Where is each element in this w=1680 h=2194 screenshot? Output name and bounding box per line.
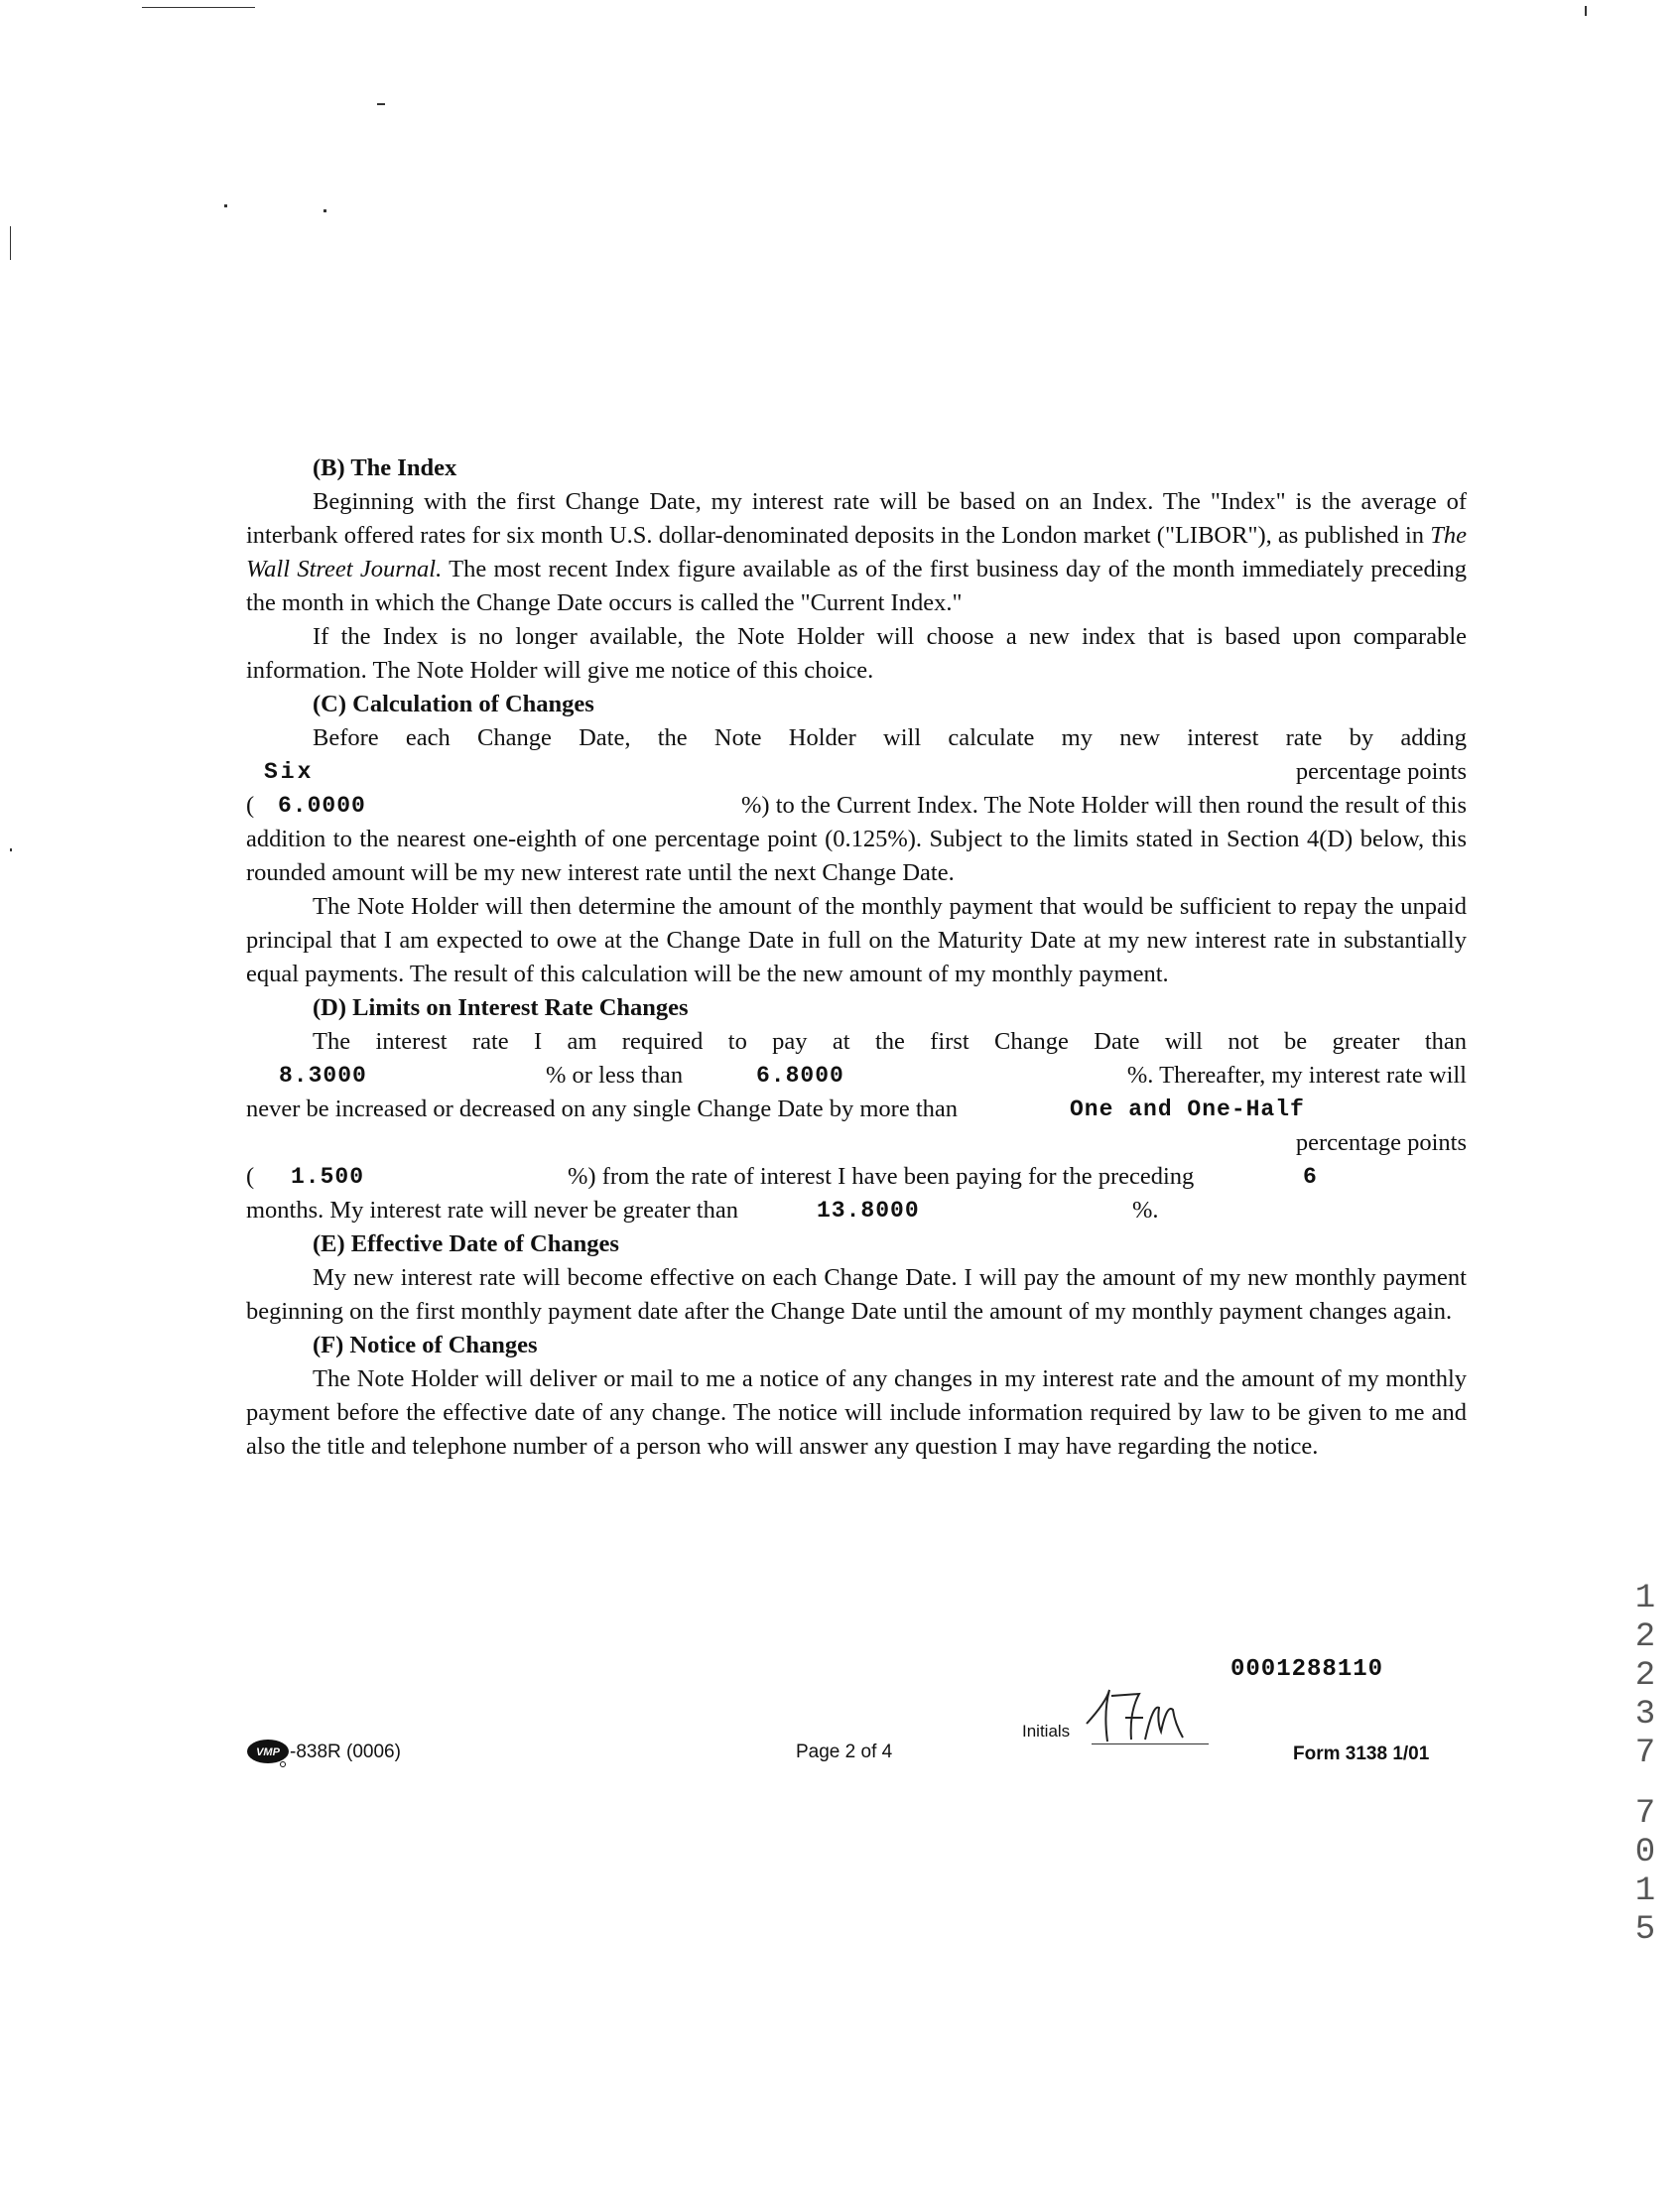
side-digit: 7 bbox=[1634, 1735, 1656, 1772]
heading-effective-date: (E) Effective Date of Changes bbox=[313, 1230, 619, 1257]
initials-signature bbox=[1082, 1682, 1230, 1751]
side-digit: 0 bbox=[1634, 1834, 1656, 1871]
paragraph-monthly-payment: The Note Holder will then determine the amount of the monthly payment that would be sufficient to repay the unpaid principal that I am expected to owe at the Change Date in full on the Maturity Date at my new interest rate in substantially equal payments. The result of this calculation will be the new amount of my monthly payment. bbox=[246, 893, 1467, 987]
side-digit: 2 bbox=[1634, 1618, 1656, 1656]
open-paren: ( bbox=[246, 792, 255, 819]
side-digit: 3 bbox=[1634, 1696, 1656, 1734]
limits-first-change-row bbox=[246, 1059, 1467, 1093]
scan-dot bbox=[10, 848, 12, 851]
pct-sign: %. bbox=[1132, 1197, 1159, 1224]
scan-dot bbox=[323, 209, 326, 212]
percentage-points-label-2: percentage points bbox=[1295, 1129, 1467, 1156]
initials-line bbox=[1092, 1743, 1209, 1744]
side-digit: 5 bbox=[1634, 1911, 1656, 1949]
form-code: -838R (0006) bbox=[290, 1742, 401, 1762]
scan-line-top bbox=[142, 7, 255, 8]
page-number: Page 2 of 4 bbox=[796, 1742, 893, 1762]
vmp-logo-icon bbox=[246, 1738, 292, 1767]
index-text-a: Beginning with the first Change Date, my interest rate will be based on an Index. The "Index" is the average of interbank offered rates for six month U.S. dollar-denominated deposits in the London market ("LIBOR"), as published in bbox=[246, 488, 1467, 549]
calc-rest: addition to the nearest one-eighth of one percentage point (0.125%). Subject to the limits stated in Section 4(D) below, this rounded amount will be my new interest rate until the next Change Date. bbox=[246, 826, 1467, 886]
lifetime-max-rate: 13.8000 bbox=[817, 1198, 920, 1224]
index-text-b: The most recent Index figure available as of the first business day of the month immediately preceding the month in which the Change Date occurs is called the "Current Index." bbox=[246, 556, 1467, 616]
side-digit: 1 bbox=[1634, 1872, 1656, 1910]
logo-text: VMP bbox=[256, 1746, 280, 1758]
limits-periodic-number-row bbox=[246, 1160, 1467, 1194]
limits-line-3-text: never be increased or decreased on any single Change Date by more than bbox=[246, 1096, 959, 1122]
heading-limits: (D) Limits on Interest Rate Changes bbox=[313, 994, 689, 1021]
scan-dot bbox=[224, 204, 227, 207]
periodic-cap-number: 1.500 bbox=[291, 1164, 365, 1190]
limits-pp-row bbox=[246, 1126, 1467, 1160]
calc-number-row bbox=[246, 789, 1467, 823]
side-digit: 7 bbox=[1634, 1795, 1656, 1833]
paragraph-index bbox=[246, 485, 1467, 620]
scan-dash bbox=[377, 103, 385, 105]
side-digit: 2 bbox=[1634, 1657, 1656, 1695]
min-first-rate: 6.8000 bbox=[756, 1063, 844, 1089]
form-number: Form 3138 1/01 bbox=[1293, 1743, 1430, 1764]
side-stamp-number bbox=[1630, 1580, 1660, 1950]
calc-line-1: Before each Change Date, the Note Holder will calculate my new interest rate by adding bbox=[313, 724, 1467, 751]
percentage-points-label: percentage points bbox=[1295, 758, 1467, 785]
paragraph-index-unavailable: If the Index is no longer available, the Note Holder will choose a new index that is based upon comparable information. The Note Holder will give me notice of this choice. bbox=[246, 623, 1467, 684]
months-value: 6 bbox=[1303, 1164, 1317, 1190]
index-text-journal: The Wall Street Journal. bbox=[246, 522, 1467, 582]
open-paren-2: ( bbox=[246, 1163, 255, 1190]
margin-words: Six bbox=[264, 759, 315, 785]
max-first-rate: 8.3000 bbox=[279, 1063, 367, 1089]
calc-line-3-text: %) to the Current Index. The Note Holder will then round the result of this bbox=[741, 792, 1467, 819]
paragraph-effective-date: My new interest rate will become effective on each Change Date. I will pay the amount of my new monthly payment beginning on the first monthly payment date after the Change Date until the amount of my monthly payment changes again. bbox=[246, 1264, 1467, 1325]
limits-lifetime-row bbox=[246, 1194, 1467, 1227]
or-less-than-text: % or less than bbox=[546, 1062, 684, 1089]
limits-line-6-text: months. My interest rate will never be greater than bbox=[246, 1197, 738, 1224]
scan-tick-left bbox=[10, 226, 11, 260]
heading-index: (B) The Index bbox=[313, 454, 457, 481]
heading-notice: (F) Notice of Changes bbox=[313, 1332, 538, 1358]
paragraph-notice: The Note Holder will deliver or mail to me a notice of any changes in my interest rate and the amount of my monthly payment before the effective date of any change. The notice will include information required by law to be given to me and also the title and telephone number of a person who will answer any question I may have regarding the notice. bbox=[246, 1365, 1467, 1460]
limits-periodic-row bbox=[246, 1093, 1467, 1126]
scan-tick-right bbox=[1585, 6, 1587, 16]
periodic-cap-words: One and One-Half bbox=[1070, 1097, 1305, 1122]
heading-calculation: (C) Calculation of Changes bbox=[313, 691, 594, 717]
side-digit: 1 bbox=[1634, 1580, 1656, 1617]
thereafter-text: %. Thereafter, my interest rate will bbox=[1126, 1062, 1467, 1089]
margin-number: 6.0000 bbox=[278, 793, 366, 819]
document-body bbox=[246, 452, 1467, 1464]
loan-number: 0001288110 bbox=[1230, 1656, 1384, 1683]
calc-margin-row bbox=[246, 755, 1467, 789]
limits-line-5-text: %) from the rate of interest I have been paying for the preceding bbox=[568, 1163, 1195, 1190]
initials-label: Initials bbox=[1022, 1722, 1071, 1741]
limits-line-1: The interest rate I am required to pay at the first Change Date will not be greater than bbox=[313, 1028, 1467, 1055]
